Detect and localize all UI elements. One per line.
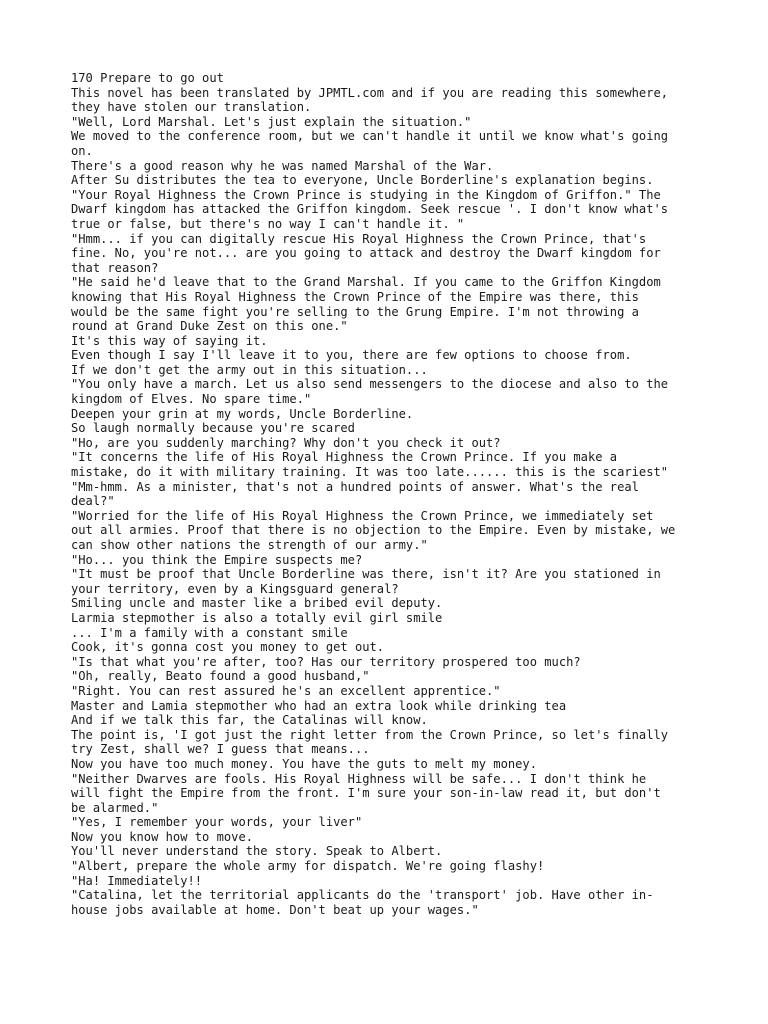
text-line: Now you know how to move. (71, 829, 254, 844)
text-line: And if we talk this far, the Catalinas will know. (71, 713, 428, 728)
text-line: We moved to the conference room, but we can't handle it until we know what's going on. (71, 129, 669, 158)
text-line: "Yes, I remember your words, your liver" (71, 815, 363, 830)
text-line: "It must be proof that Uncle Borderline was there, isn't it? Are you stationed in your territory, even by a Kingsguard general? (71, 567, 661, 596)
text-line: You'll never understand the story. Speak to Albert. (71, 844, 443, 859)
text-line: It's this way of saying it. (71, 333, 268, 348)
text-line: "Worried for the life of His Royal Highness the Crown Prince, we immediately set out all armies. Proof that there is no objection to the Empire. Even by mistake, we can show other nations the strength of our army." (71, 508, 676, 552)
text-line: "Neither Dwarves are fools. His Royal Highness will be safe... I don't think he will fight the Empire from the front. I'm sure your son-in-law read it, but don't be alarmed." (71, 771, 661, 815)
text-line: "Well, Lord Marshal. Let's just explain the situation." (71, 114, 472, 129)
text-line: "Mm-hmm. As a minister, that's not a hundred points of answer. What's the real deal?" (71, 479, 639, 509)
document-body (71, 71, 701, 917)
chapter-title: 170 Prepare to go out (71, 71, 224, 85)
text-line: "Is that what you're after, too? Has our territory prospered too much? (71, 654, 581, 669)
text-line: "Oh, really, Beato found a good husband," (71, 669, 370, 684)
text-line: "Catalina, let the territorial applicants do the 'transport' job. Have other in- house jobs available at home. Don't beat up your wages." (71, 888, 654, 917)
text-line: After Su distributes the tea to everyone, Uncle Borderline's explanation begins. (71, 173, 654, 188)
text-line: There's a good reason why he was named Marshal of the War. (71, 158, 494, 173)
text-line: "Ho, are you suddenly marching? Why don't you check it out? (71, 435, 501, 450)
text-line: This novel has been translated by JPMTL.com and if you are reading this somewhere, they have stolen our translation. (71, 85, 669, 115)
text-line: "Your Royal Highness the Crown Prince is studying in the Kingdom of Griffon." The Dwarf kingdom has attacked the Griffon kingdom. Seek rescue '. I don't know what's true or false, but there's no way I can't handle it. " (71, 187, 669, 231)
text-line: Cook, it's gonna cost you money to get out. (71, 640, 385, 655)
text-line: Now you have too much money. You have the guts to melt my money. (71, 756, 537, 771)
text-line: "Right. You can rest assured he's an excellent apprentice." (71, 683, 501, 698)
text-line: Master and Lamia stepmother who had an extra look while drinking tea (71, 698, 567, 713)
text-line: If we don't get the army out in this situation... (71, 362, 428, 377)
text-line: "Hmm... if you can digitally rescue His Royal Highness the Crown Prince, that's fine. No, you're not... are you going to attack and destroy the Dwarf kingdom for that reason? (71, 231, 661, 275)
text-line: Larmia stepmother is also a totally evil girl smile (71, 610, 443, 625)
text-line: "It concerns the life of His Royal Highness the Crown Prince. If you make a mistake, do it with military training. It was too late...... this is the scariest" (71, 450, 669, 480)
text-line: ... I'm a family with a constant smile (71, 625, 348, 640)
text-line: The point is, 'I got just the right letter from the Crown Prince, so let's finally try Zest, shall we? I guess that means... (71, 727, 669, 757)
text-line: So laugh normally because you're scared (71, 421, 355, 436)
text-line: "Ha! Immediately!! (71, 873, 203, 888)
text-line: "Albert, prepare the whole army for dispatch. We're going flashy! (71, 859, 545, 874)
text-line: Smiling uncle and master like a bribed evil deputy. (71, 596, 443, 611)
text-line: Even though I say I'll leave it to you, there are few options to choose from. (71, 348, 632, 363)
text-line: "You only have a march. Let us also send messengers to the diocese and also to the kingdom of Elves. No spare time." (71, 377, 669, 407)
text-line: "Ho... you think the Empire suspects me? (71, 552, 363, 567)
text-line: "He said he'd leave that to the Grand Marshal. If you came to the Griffon Kingdom knowing that His Royal Highness the Crown Prince of the Empire was there, this would be the same fight you're selling to the Grung Empire. I'm not throwing a round at Grand Duke Zest on this one." (71, 275, 661, 334)
text-line: Deepen your grin at my words, Uncle Borderline. (71, 406, 414, 421)
